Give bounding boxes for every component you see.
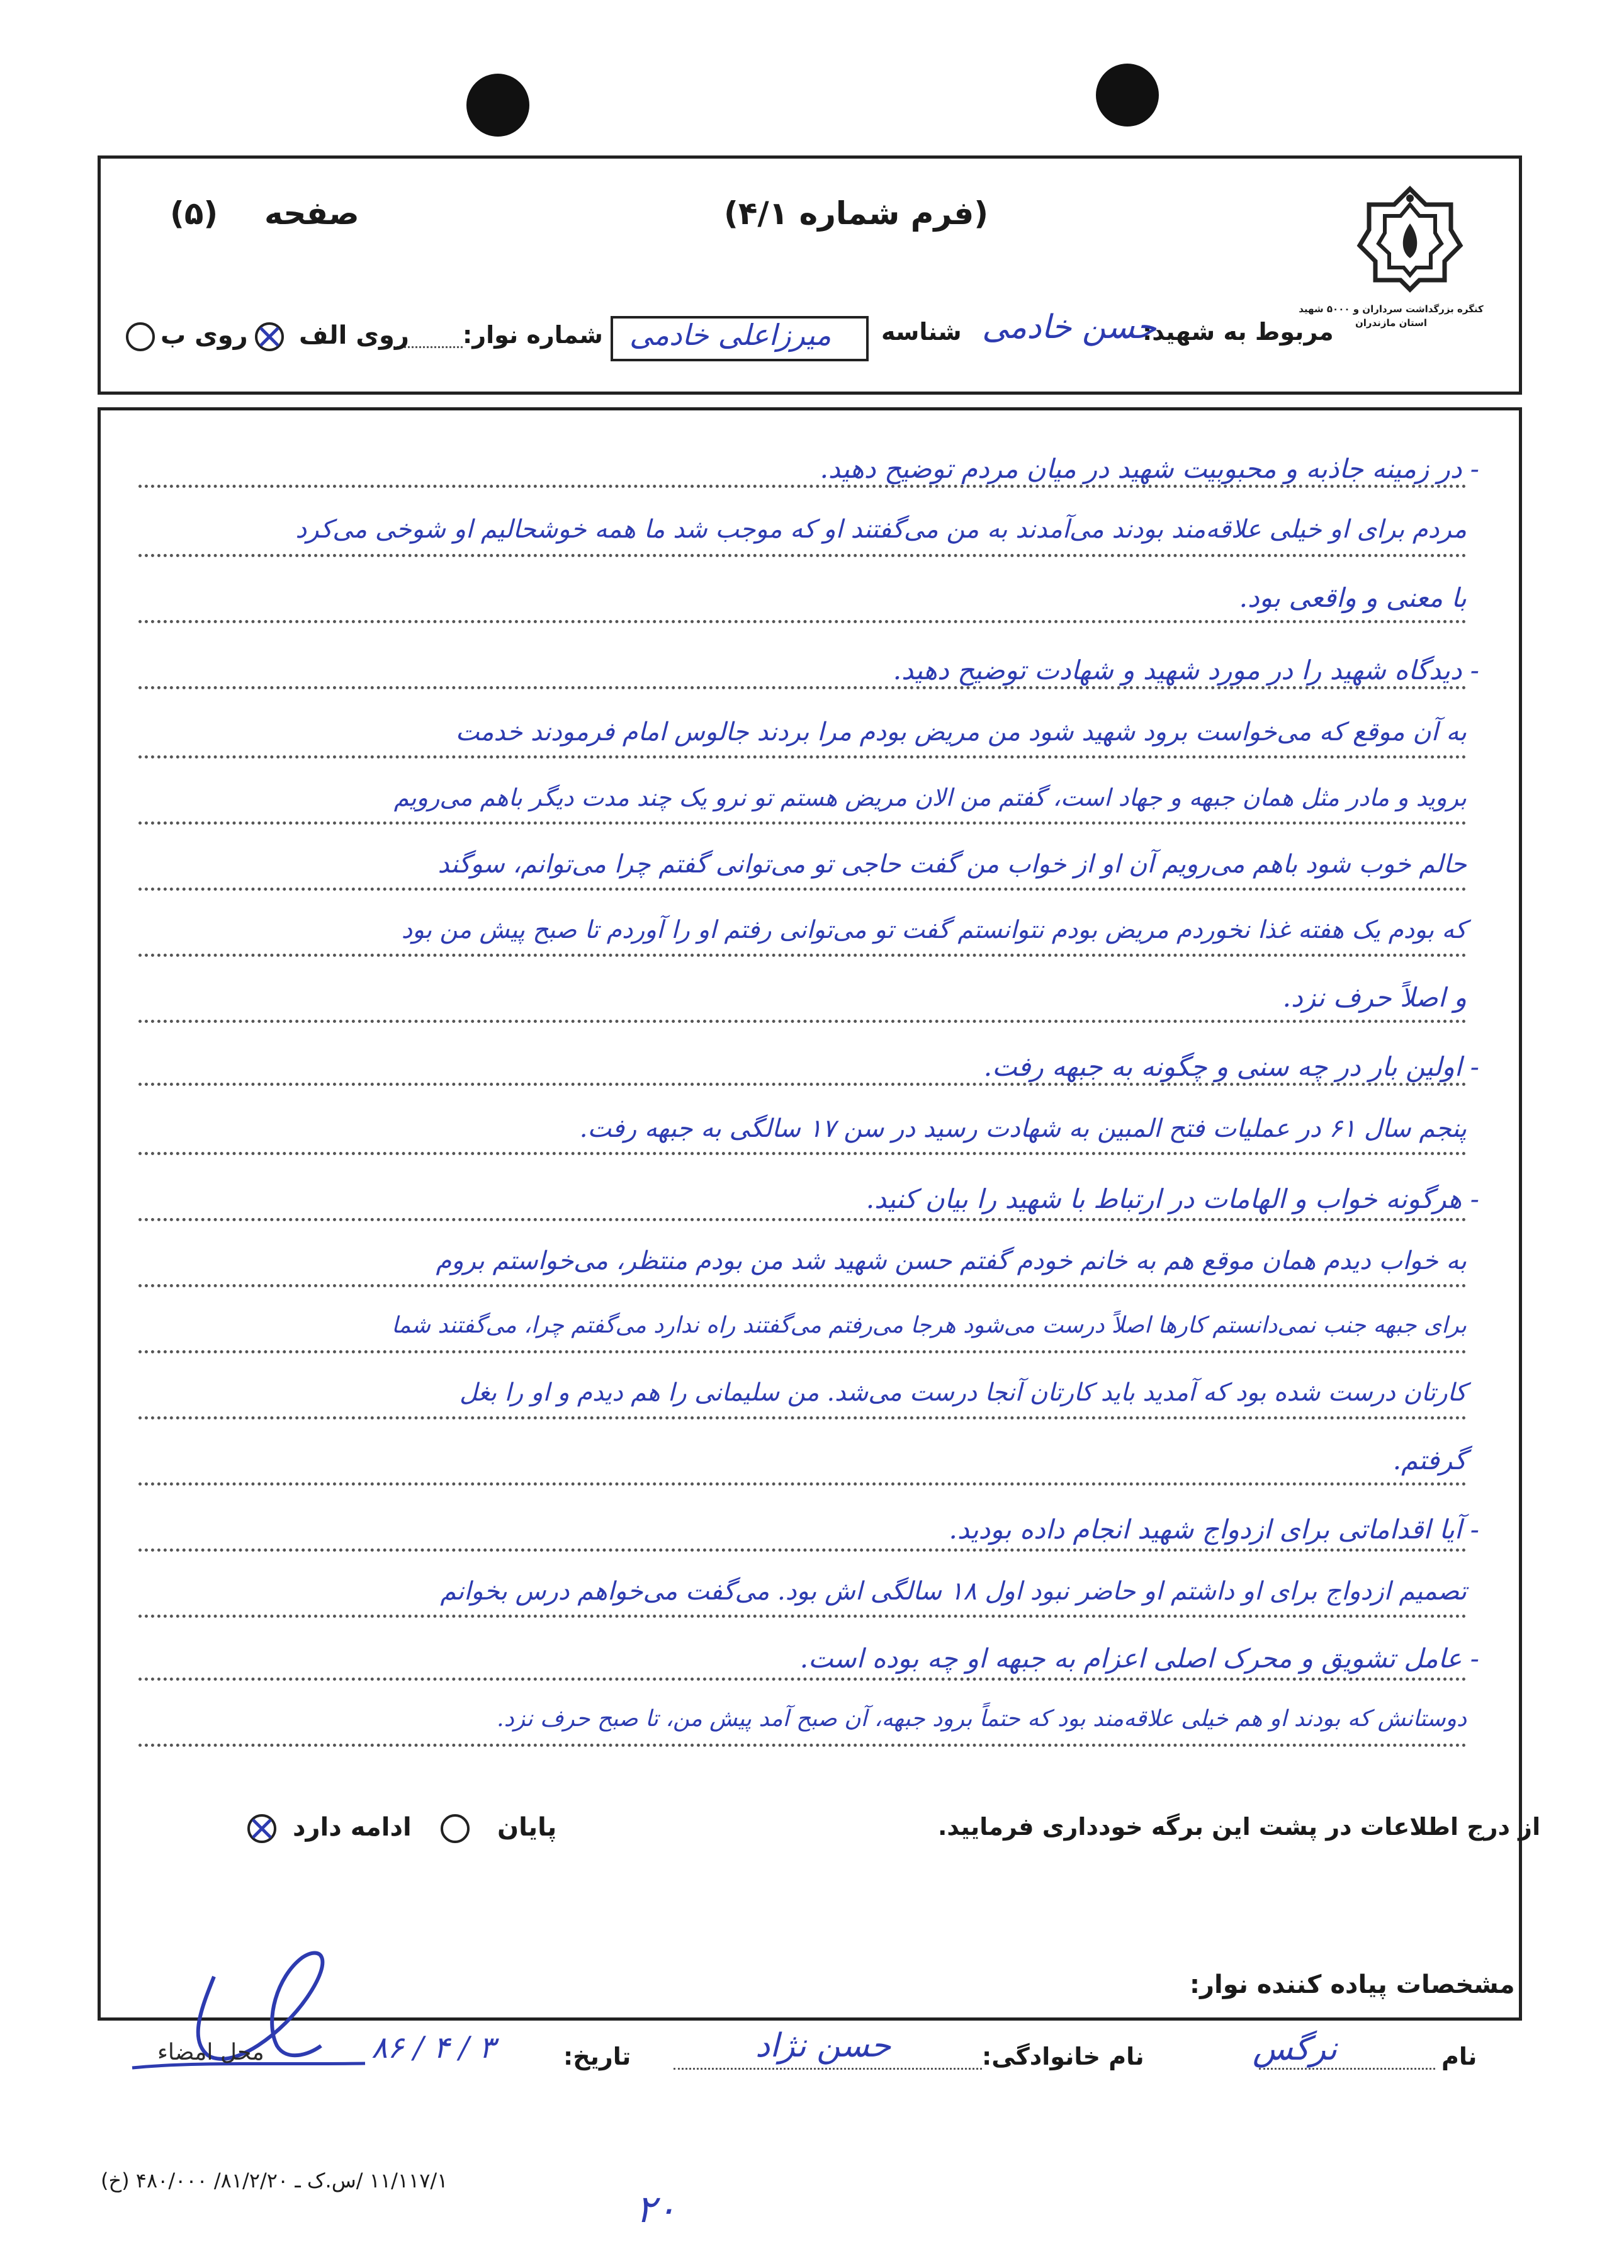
signature-label: محل امضاء xyxy=(157,2040,264,2065)
form-code: ۱۱/۱۱۷/۱ /س.ک ـ ۸۱/۲/۲۰/ ۴۸۰/۰۰۰ (خ) xyxy=(101,2169,448,2192)
transcriber-title: مشخصات پیاده کننده نوار: xyxy=(1190,1970,1515,1999)
name-line xyxy=(1259,2068,1435,2070)
guide-line xyxy=(138,888,1467,891)
guide-line xyxy=(138,485,1467,488)
question-6: - عامل تشویق و محرک اصلی اعزام به جبهه او چه بوده است. xyxy=(799,1643,1479,1674)
guide-line xyxy=(138,1416,1467,1419)
emblem-icon xyxy=(1356,186,1463,293)
id-label: شناسه xyxy=(881,318,962,346)
guide-line xyxy=(138,554,1467,557)
guide-line xyxy=(138,620,1467,623)
martyr-label: مربوط به شهید: xyxy=(1142,318,1334,346)
guide-line xyxy=(138,686,1467,689)
guide-line xyxy=(138,1744,1467,1747)
family-name-value: حسن نژاد xyxy=(755,2027,891,2065)
side-b-checkbox[interactable] xyxy=(126,322,155,351)
answer-line: پنجم سال ۶۱ در عملیات فتح المبین به شهادت رسید در سن ۱۷ سالگی به جبهه رفت. xyxy=(579,1114,1467,1143)
answer-line: به خواب دیدم همان موقع هم به خانم خودم گفتم حسن شهید شد من بودم منتظر، می‌خواستم بروم xyxy=(436,1246,1467,1275)
answer-line: گرفتم. xyxy=(1392,1445,1467,1475)
continue-checkbox[interactable] xyxy=(247,1814,276,1843)
question-5: - آیا اقداماتی برای ازدواج شهید انجام داده بودید. xyxy=(949,1514,1479,1545)
answer-line: برای جبهه جنب نمی‌دانستم کارها اصلاً درست می‌شود هرجا می‌رفتم می‌گفتند راه ندارد می‌گفتم چرا، می‌گفتند شما xyxy=(392,1312,1467,1338)
answer-line: و اصلاً حرف نزد. xyxy=(1282,982,1467,1013)
page-label: صفحه xyxy=(264,195,359,232)
guide-line xyxy=(138,821,1467,825)
punch-hole-left xyxy=(466,74,529,137)
guide-line xyxy=(138,1615,1467,1618)
tape-number-label: شماره نوار: xyxy=(463,321,603,349)
back-page-notice: از درج اطلاعات در پشت این برگه خودداری فرمایید. xyxy=(938,1813,1541,1841)
guide-line xyxy=(138,1152,1467,1155)
date-label: تاریخ: xyxy=(563,2043,631,2070)
name-label: نام xyxy=(1441,2043,1477,2070)
punch-hole-right xyxy=(1096,64,1159,127)
guide-line xyxy=(138,755,1467,759)
guide-line xyxy=(138,1020,1467,1023)
family-name-line xyxy=(674,2068,982,2070)
guide-line xyxy=(138,1284,1467,1287)
answer-line: به آن موقع که می‌خواست برود شهید شود من مریض بودم مرا بردند جالوس امام فرمودند خدمت xyxy=(455,718,1467,747)
form-title: (فرم شماره ۴/۱) xyxy=(724,195,989,232)
answer-line: کارتان درست شده بود که آمدید باید کارتان آنجا درست می‌شد. من سلیمانی را هم دیدم و او را بغل xyxy=(459,1379,1467,1407)
id-value: میرزاعلی خادمی xyxy=(629,318,832,352)
guide-line xyxy=(138,1083,1467,1086)
question-4: - هرگونه خواب و الهامات در ارتباط با شهید را بیان کنید. xyxy=(866,1183,1479,1214)
guide-line xyxy=(138,954,1467,957)
guide-line xyxy=(138,1549,1467,1552)
answer-line: مردم برای او خیلی علاقه‌مند بودند می‌آمدند به من می‌گفتند او که موجب شد ما همه خوشحالیم او شوخی می‌کرد xyxy=(295,515,1467,544)
handwritten-page-number: ۲۰ xyxy=(636,2187,677,2231)
answer-line: تصمیم ازدواج برای او داشتم او حاضر نبود اول ۱۸ سالگی اش بود. می‌گفت می‌خواهم درس بخوانم xyxy=(440,1577,1467,1606)
question-1: - در زمینه جاذبه و محبوبیت شهید در میان مردم توضیح دهید. xyxy=(820,453,1479,484)
answer-line: حالم خوب شود باهم می‌رویم آن او از خواب من گفت حاجی تو می‌توانی گفتم چرا می‌توانم، سوگند xyxy=(437,850,1467,879)
guide-line xyxy=(138,1350,1467,1353)
question-2: - دیدگاه شهید را در مورد شهید و شهادت توضیح دهید. xyxy=(893,655,1479,685)
answer-line: با معنی و واقعی بود. xyxy=(1239,582,1467,613)
guide-line xyxy=(138,1218,1467,1221)
continue-label: ادامه دارد xyxy=(293,1813,412,1842)
side-b-label: روی ب xyxy=(161,321,248,350)
side-a-label: روی الف xyxy=(299,321,409,350)
answer-line: دوستانش که بودند او هم خیلی علاقه‌مند بود که حتماً برود جبهه، آن صبح آمد پیش من، تا صبح حرف نزد. xyxy=(497,1706,1467,1732)
name-value: نرگس xyxy=(1253,2030,1338,2068)
organization-name: کنگره بزرگداشت سرداران و ۵۰۰۰ شهید استان مازندران xyxy=(1299,303,1484,329)
side-a-checkbox[interactable] xyxy=(255,322,284,351)
guide-line xyxy=(138,1482,1467,1486)
answer-line: که بودم یک هفته غذا نخوردم مریض بودم نتوانستم گفت تو می‌توانی رفتم او را آوردم تا صبح پیش من بود xyxy=(401,916,1467,944)
page-number: (۵) xyxy=(170,195,218,232)
end-checkbox[interactable] xyxy=(441,1814,470,1843)
date-value: ۸۶ / ۴ / ۳ xyxy=(371,2030,495,2065)
organization-logo xyxy=(1356,186,1463,293)
end-label: پایان xyxy=(497,1813,557,1842)
martyr-name: حسن خادمی xyxy=(982,308,1156,346)
guide-line xyxy=(138,1678,1467,1681)
question-3: - اولین بار در چه سنی و چگونه به جبهه رفت. xyxy=(983,1051,1479,1082)
family-name-label: نام خانوادگی: xyxy=(982,2043,1144,2070)
answer-line: بروید و مادر مثل همان جبهه و جهاد است، گفتم من الان مریض هستم تو نرو یک چند مدت دیگر باهم می‌رویم xyxy=(393,784,1467,811)
